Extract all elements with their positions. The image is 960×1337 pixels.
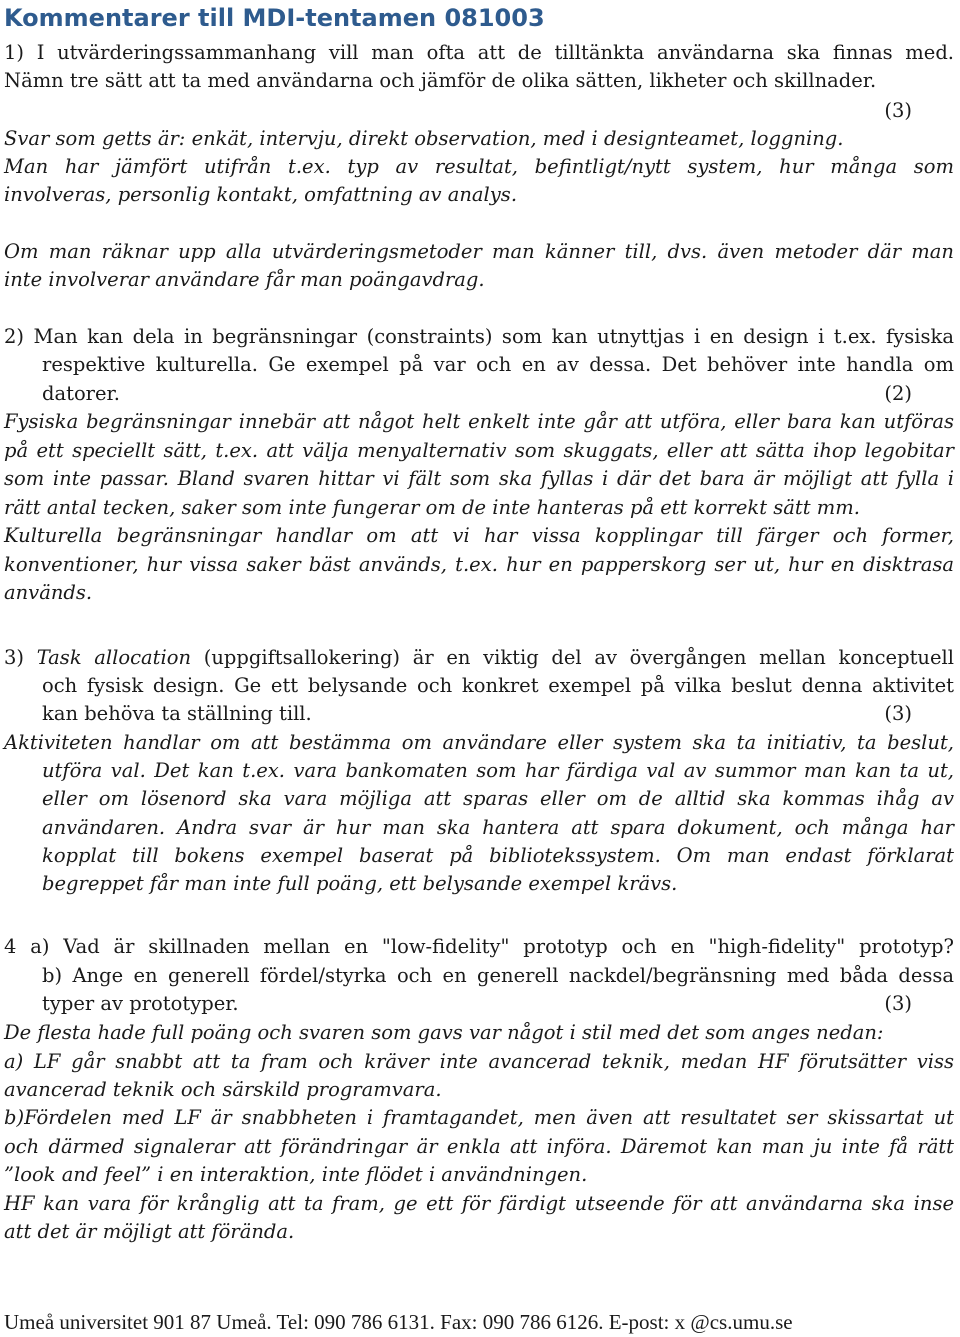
q4-answer-line-3: avancerad teknik och särskild programvara.: [4, 1078, 442, 1101]
q3-line-1-rest: (uppgiftsallokering) är en viktig del av övergången mellan konceptuell: [191, 646, 954, 669]
q3-points: (3): [884, 702, 912, 725]
q4-line-1: 4 a) Vad är skillnaden mellan en "low-fidelity" prototyp och en "high-fidelity" prototyp?: [4, 935, 954, 958]
q1-answer-line-3: involveras, personlig kontakt, omfattning av analys.: [4, 183, 518, 206]
q1-answer-line-2: Man har jämfört utifrån t.ex. typ av resultat, befintligt/nytt system, hur många som: [4, 155, 954, 178]
q2-answer-line-3: som inte passar. Bland svaren hittar vi fält som ska fyllas i där det bara är möjligt att fylla i: [4, 467, 954, 490]
q1-answer-line-5: inte involverar användare får man poängavdrag.: [4, 268, 485, 291]
q2-answer-line-7: används.: [4, 581, 93, 604]
q1-line-2: Nämn tre sätt att ta med användarna och jämför de olika sätten, likheter och skillnader.: [4, 69, 877, 92]
q4-points: (3): [884, 992, 912, 1015]
q1-answer-line-4: Om man räknar upp alla utvärderingsmetoder man känner till, dvs. även metoder där man: [4, 240, 954, 263]
q2-line-1: 2) Man kan dela in begränsningar (constraints) som kan utnyttjas i en design i t.ex. fysiska: [4, 325, 954, 348]
q1-answer-line-1: Svar som getts är: enkät, intervju, direkt observation, med i designteamet, loggning.: [4, 127, 844, 150]
page-title: Kommentarer till MDI-tentamen 081003: [4, 4, 545, 32]
q2-answer-line-4: rätt antal tecken, saker som inte fungerar om de inte hanteras på ett korrekt sätt mm.: [4, 496, 860, 519]
q3-answer-line-2: utföra val. Det kan t.ex. vara bankomaten som har färdiga val av summor man kan ta ut,: [42, 759, 954, 782]
q3-answer-line-4: användaren. Andra svar är hur man ska hantera att spara dokument, och många har: [42, 816, 954, 839]
q4-line-2: b) Ange en generell fördel/styrka och en generell nackdel/begränsning med båda dessa: [42, 964, 954, 987]
q4-answer-line-2: a) LF går snabbt att ta fram och kräver inte avancerad teknik, medan HF förutsätter viss: [4, 1050, 954, 1073]
q2-points: (2): [884, 382, 912, 405]
q2-answer-line-5: Kulturella begränsningar handlar om att vi har vissa kopplingar till färger och former,: [4, 524, 954, 547]
q2-answer-line-1: Fysiska begränsningar innebär att något helt enkelt inte går att utföra, eller bara kan utföras: [4, 410, 954, 433]
q3-answer-line-6: begreppet får man inte full poäng, ett belysande exempel krävs.: [42, 872, 678, 895]
q4-answer-line-5: och därmed signalerar att förändringar är enkla att införa. Däremot kan man ju inte få rätt: [4, 1135, 954, 1158]
page-footer: Umeå universitet 901 87 Umeå. Tel: 090 786 6131. Fax: 090 786 6126. E-post: x @cs.umu.se: [4, 1310, 793, 1334]
q1-points: (3): [884, 99, 912, 122]
q3-answer-line-1: Aktiviteten handlar om att bestämma om användare eller system ska ta initiativ, ta beslut,: [4, 731, 954, 754]
q2-answer-line-6: konventioner, hur vissa saker bäst används, t.ex. hur en papperskorg ser ut, hur en disktrasa: [4, 553, 954, 576]
q1-line-1: 1) I utvärderingssammanhang vill man ofta att de tilltänkta användarna ska finnas med.: [4, 41, 954, 64]
q4-line-3: typer av prototyper.: [42, 992, 239, 1015]
q3-term: Task allocation: [36, 646, 192, 669]
q4-answer-line-4: b)Fördelen med LF är snabbheten i framtagandet, men även att resultatet ser skissartat ut: [4, 1106, 954, 1129]
q2-answer-line-2: på ett speciellt sätt, t.ex. att välja menyalternativ som skuggats, eller att sätta ihop legobitar: [4, 439, 954, 462]
q3-line-3: kan behöva ta ställning till.: [42, 702, 312, 725]
q3-answer-line-5: kopplat till bokens exempel baserat på bibliotekssystem. Om man endast förklarat: [42, 844, 954, 867]
q3-line-2: och fysisk design. Ge ett belysande och konkret exempel på vilka beslut denna aktivitet: [42, 674, 954, 697]
q4-answer-line-8: att det är möjligt att förända.: [4, 1220, 295, 1243]
q2-line-2: respektive kulturella. Ge exempel på var och en av dessa. Det behöver inte handla om: [42, 353, 954, 376]
q4-answer-line-1: De flesta hade full poäng och svaren som gavs var något i stil med det som anges nedan:: [4, 1021, 884, 1044]
q3-number: 3): [4, 646, 37, 669]
q2-line-3: datorer.: [42, 382, 120, 405]
q4-answer-line-7: HF kan vara för krånglig att ta fram, ge ett för färdigt utseende för att användarna ska inse: [4, 1192, 954, 1215]
q3-answer-line-3: eller om lösenord ska vara möjliga att sparas eller om de alltid ska kommas ihåg av: [42, 787, 954, 810]
q3-line-1: [4, 644, 954, 672]
q4-answer-line-6: ”look and feel” i en interaktion, inte flödet i användningen.: [4, 1163, 588, 1186]
